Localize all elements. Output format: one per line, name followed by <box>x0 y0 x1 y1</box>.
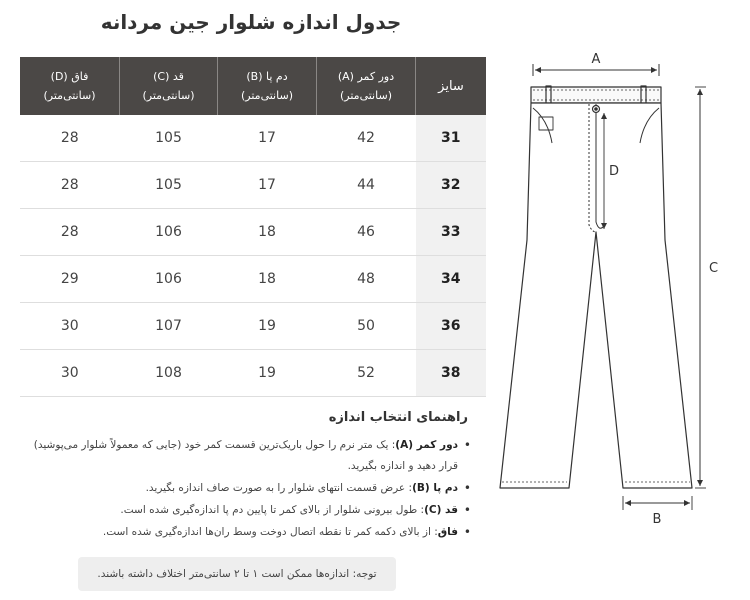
size-cell: 31 <box>416 115 487 162</box>
table-row <box>20 350 486 397</box>
guide-title: راهنمای انتخاب اندازه <box>328 410 468 425</box>
table-row <box>20 209 486 256</box>
label-b: B <box>652 512 662 527</box>
guide-item-waist <box>28 435 458 477</box>
waist-cell: 44 <box>317 162 416 209</box>
rise-cell: 30 <box>20 350 120 397</box>
note-box: توجه: اندازه‌ها ممکن است ۱ تا ۲ سانتی‌متر اختلاف داشته باشند. <box>78 557 396 591</box>
guide-term: فاق <box>437 526 458 538</box>
guide-list <box>28 435 474 543</box>
jeans-outline <box>500 86 692 488</box>
guide-text: : طول بیرونی شلوار از بالای کمر تا پایین دم پا اندازه‌گیری شده است. <box>120 504 425 516</box>
guide-term: قد (C) <box>424 504 458 516</box>
label-d: D <box>609 164 620 179</box>
jeans-diagram <box>490 0 750 600</box>
header-waist: دور کمر (A) (سانتی‌متر) <box>317 57 416 115</box>
size-guide <box>28 410 474 543</box>
guide-term: دور کمر (A) <box>395 439 458 451</box>
table-row <box>20 303 486 350</box>
rise-cell: 29 <box>20 256 120 303</box>
header-rise: فاق (D) (سانتی‌متر) <box>20 57 120 115</box>
size-cell: 38 <box>416 350 487 397</box>
waist-cell: 50 <box>317 303 416 350</box>
hem-cell: 18 <box>218 209 317 256</box>
dimension-a <box>533 52 659 76</box>
hem-cell: 17 <box>218 162 317 209</box>
length-cell: 106 <box>120 256 218 303</box>
guide-text: : از بالای دکمه کمر تا نقطه اتصال دوخت وسط ران‌ها اندازه‌گیری شده است. <box>102 526 438 538</box>
header-hem: دم پا (B) (سانتی‌متر) <box>218 57 317 115</box>
length-cell: 108 <box>120 350 218 397</box>
hem-cell: 18 <box>218 256 317 303</box>
dimension-b <box>623 496 692 527</box>
hem-cell: 19 <box>218 303 317 350</box>
rise-cell: 28 <box>20 162 120 209</box>
rise-cell: 28 <box>20 115 120 162</box>
table-row <box>20 256 486 303</box>
size-cell: 36 <box>416 303 487 350</box>
table-row <box>20 162 486 209</box>
waist-cell: 46 <box>317 209 416 256</box>
rise-cell: 30 <box>20 303 120 350</box>
guide-term: دم پا (B) <box>412 482 458 494</box>
table-header-row <box>20 57 486 115</box>
label-a: A <box>591 52 601 67</box>
table-row <box>20 115 486 162</box>
guide-text: : عرض قسمت انتهای شلوار را به صورت صاف اندازه بگیرید. <box>145 482 413 494</box>
length-cell: 105 <box>120 162 218 209</box>
size-table <box>20 57 486 397</box>
size-cell: 34 <box>416 256 487 303</box>
waist-cell: 52 <box>317 350 416 397</box>
header-size: سایز <box>416 57 487 115</box>
guide-item-length <box>28 499 458 521</box>
hem-cell: 17 <box>218 115 317 162</box>
length-cell: 106 <box>120 209 218 256</box>
size-cell: 33 <box>416 209 487 256</box>
guide-item-rise <box>28 521 458 543</box>
page-title: جدول اندازه شلوار جین مردانه <box>100 10 402 34</box>
waist-cell: 42 <box>317 115 416 162</box>
rise-cell: 28 <box>20 209 120 256</box>
dimension-c <box>695 87 718 488</box>
waist-cell: 48 <box>317 256 416 303</box>
hem-cell: 19 <box>218 350 317 397</box>
label-c: C <box>709 261 719 276</box>
length-cell: 105 <box>120 115 218 162</box>
header-length: قد (C) (سانتی‌متر) <box>120 57 218 115</box>
length-cell: 107 <box>120 303 218 350</box>
guide-item-hem <box>28 477 458 499</box>
guide-text: : یک متر نرم را حول باریک‌ترین قسمت کمر خود (جایی که معمولاً شلوار می‌پوشید) قرار دهید و اندازه بگیرید. <box>33 439 458 472</box>
size-cell: 32 <box>416 162 487 209</box>
